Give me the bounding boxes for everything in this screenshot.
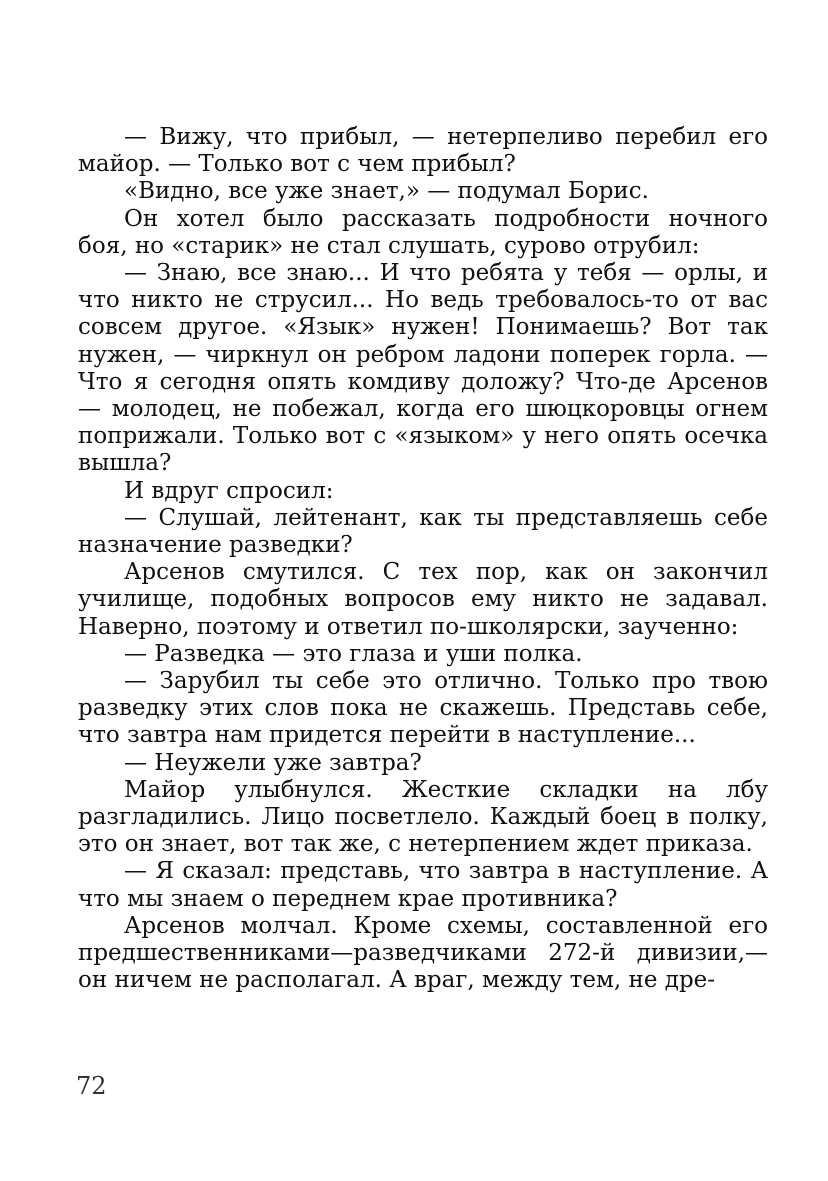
page-number: 72 — [76, 1072, 107, 1100]
page-body — [78, 124, 768, 995]
paragraph: И вдруг спросил: — [124, 477, 334, 504]
paragraph: Он хотел было рассказать подробности ночного боя, но «старик» не стал слушать, сурово отрубил: — [78, 205, 768, 259]
paragraph: — Разведка — это глаза и уши полка. — [124, 640, 583, 667]
paragraph: — Неужели уже завтра? — [124, 749, 422, 776]
paragraph: Майор улыбнулся. Жесткие складки на лбу разгладились. Лицо посветлело. Каждый боец в полку, это он знает, вот так же, с нетерпением ждет приказа. — [78, 776, 768, 858]
paragraph: Арсенов молчал. Кроме схемы, составленной его предшественниками—разведчиками 272-й дивизии,— он ничем не располагал. А враг, между тем, не дре- — [78, 912, 768, 994]
paragraph: Арсенов смутился. С тех пор, как он закончил училище, подобных вопросов ему никто не задавал. Наверно, поэтому и ответил по-школярски, заученно: — [78, 559, 768, 640]
paragraph: — Зарубил ты себе это отлично. Только про твою разведку этих слов пока не скажешь. Представь себе, что завтра нам придется перейти в наступление... — [78, 668, 768, 749]
paragraph: «Видно, все уже знает,» — подумал Борис. — [124, 178, 649, 205]
paragraph: — Слушай, лейтенант, как ты представляешь себе назначение разведки? — [78, 504, 768, 559]
paragraph: — Вижу, что прибыл, — нетерпеливо перебил его майор. — Только вот с чем прибыл? — [78, 124, 768, 178]
paragraph: — Я сказал: представь, что завтра в наступление. А что мы знаем о переднем крае противника? — [78, 858, 768, 912]
paragraph: — Знаю, все знаю... И что ребята у тебя — орлы, и что никто не струсил... Но ведь требовалось-то от вас совсем другое. «Язык» нужен! Понимаешь? Вот так нужен, — чиркнул он ребром ладони поперек горла. — Что я сегодня опять комдиву доложу? Что-де Арсенов — молодец, не побежал, когда его шюцкоровцы огнем поприжали. Только вот с «языком» у него опять осечка вышла? — [78, 260, 768, 477]
